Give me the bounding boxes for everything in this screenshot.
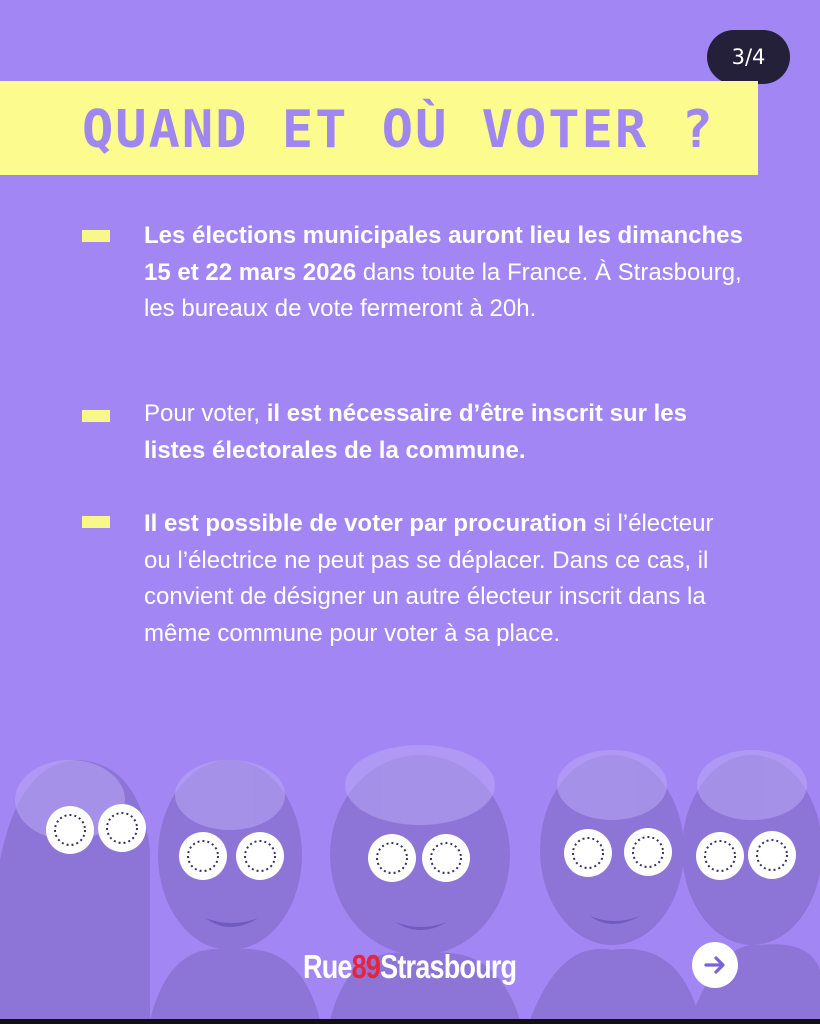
- next-slide-button[interactable]: [692, 942, 738, 988]
- bullet-bold: Les élections municipales auront lieu les dimanches 15 et 22 mars 2026: [144, 222, 743, 286]
- bullet-marker: [82, 410, 110, 422]
- bullet-bold: il est nécessaire d’être inscrit sur les listes électorales de la commune.: [144, 400, 687, 464]
- arrow-right-icon: [701, 951, 729, 979]
- bullet-marker: [82, 230, 110, 242]
- bullet-marker: [82, 516, 110, 528]
- brand-logo: Rue89Strasbourg: [303, 948, 517, 985]
- page-title: QUAND ET OÙ VOTER ?: [82, 100, 715, 160]
- bullet-text: Il est possible de voter par procuration si l’électeur ou l’électrice ne peut pas se déplacer. Dans ce cas, il convient de désigner un autre électeur inscrit dans la même commune pour voter à sa place.: [144, 510, 714, 647]
- bullet-text: Pour voter, il est nécessaire d’être inscrit sur les listes électorales de la commune.: [144, 400, 687, 464]
- page-indicator: 3/4: [707, 30, 790, 84]
- bullet-bold: Il est possible de voter par procuration: [144, 510, 587, 537]
- bullet-text: Les élections municipales auront lieu les dimanches 15 et 22 mars 2026 dans toute la France. À Strasbourg, les bureaux de vote fermeront à 20h.: [144, 222, 743, 322]
- bottom-edge: [0, 1019, 820, 1024]
